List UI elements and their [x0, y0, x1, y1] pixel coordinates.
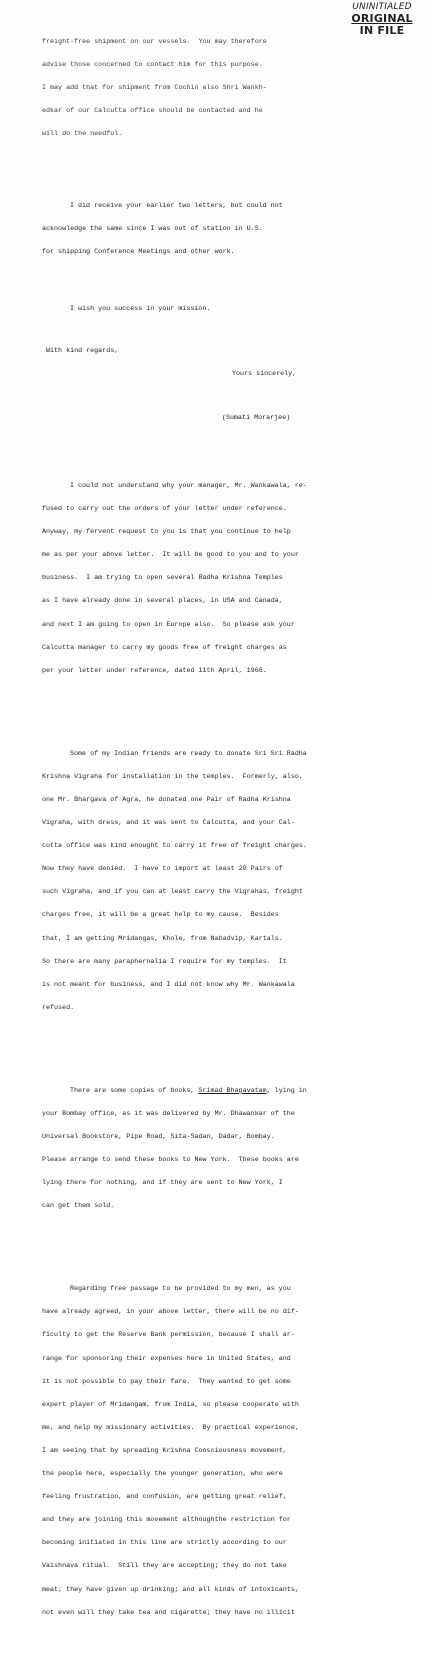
text-line: ficulty to get the Reserve Bank permission, because I shall ar-: [42, 1331, 295, 1340]
text-line: can get them sold.: [42, 1202, 115, 1211]
text-line: expert player of Mridangam, from India, so please cooperate with: [42, 1400, 299, 1409]
text-line: have already agreed, in your above letter, there will be no dif-: [42, 1308, 299, 1317]
text-fragment: , lying in: [266, 1086, 307, 1095]
text-line: feeling frustration, and confusion, are getting great relief,: [42, 1493, 287, 1502]
text-line: Regarding free passage to be provided to my men, as you: [70, 1285, 291, 1294]
text-line: edkar of our Calcutta office should be contacted and he: [42, 106, 263, 115]
stamp-uninitialed: UNINITIALED: [352, 2, 412, 12]
text-line: me, and help my missionary activities. By practical experience,: [42, 1423, 299, 1432]
text-line: cutta office was kind enought to carry it free of freight charges.: [42, 842, 307, 851]
text-line: not even will they take tea and cigarette; they have no illicit: [42, 1608, 295, 1617]
text-line: such Vigraha, and if you can at least carry the Vigrahas, freight: [42, 888, 303, 897]
text-line: fused to carry out the orders of your letter under reference.: [42, 505, 287, 514]
book-title: Srimad Bhagavatam: [198, 1086, 267, 1095]
text-line: I did receive your earlier two letters, but could not: [70, 202, 283, 211]
text-line: and next I am going to open in Europe also. So please ask your: [42, 620, 295, 629]
text-line: freight-free shipment on our vessels. You may therefore: [42, 37, 267, 46]
text-line: me as per your above letter. It will be good to you and to your: [42, 551, 299, 560]
stamp-original: ORIGINAL: [351, 12, 413, 25]
paragraph-manager: [42, 468, 382, 691]
text-line: acknowledge the same since I was out of station in U.S.: [42, 225, 263, 234]
text-line: [42, 1088, 382, 1096]
text-line: Vaishnava ritual. Still they are accepting; they do not take: [42, 1562, 287, 1571]
text-line: I could not understand why your manager, Mr. Wankawala, re-: [70, 482, 307, 490]
text-line: So there are many paraphernalia I require for my temples. It: [42, 957, 287, 966]
text-line: Now they have denied. I have to import at least 20 Pairs of: [42, 865, 283, 874]
text-line: Universal Bookstore, Pipe Road, Sita-Sadan, Dadar, Bombay.: [42, 1133, 275, 1141]
paragraph-earlier-letters: [42, 188, 382, 273]
regards-line: With kind regards,: [46, 346, 119, 355]
stamp-in-file: IN FILE: [359, 24, 405, 37]
text-line: lying there for nothing, and if they are sent to New York, I: [42, 1179, 283, 1188]
text-line: charges free, it will be a great help to my cause. Besides: [42, 911, 279, 920]
text-line: advise those concerned to contact him for this purpose.: [42, 60, 263, 69]
text-line: Vigraha, with dress, and it was sent to Calcutta, and your Cal-: [42, 819, 295, 828]
text-line: as I have already done in several places, in USA and Canada,: [42, 597, 283, 606]
paragraph-vigraha: [42, 735, 382, 1028]
closing-line: Yours sincerely,: [232, 369, 297, 378]
text-line: I may add that for shipment from Cochin also Shri Wankh-: [42, 83, 267, 92]
text-line: one Mr. Bhargava of Agra, he donated one Pair of Radha Krishna: [42, 795, 291, 804]
text-line: your Bombay office, as it was delivered by Mr. Dhawankar of the: [42, 1109, 295, 1118]
text-line: range for sponsoring their expenses here in United States, and: [42, 1354, 291, 1363]
text-line: Krishna Vigraha for installation in the temples. Formerly, also,: [42, 772, 303, 781]
wish-line: I wish you success in your mission.: [70, 305, 211, 314]
text-line: will do the needful.: [42, 129, 123, 138]
text-line: Please arrange to send these books to New York. These books are: [42, 1156, 299, 1165]
text-line: the people here, especially the younger generation, who were: [42, 1470, 283, 1479]
text-line: that, I am getting Mridangas, Khole, from Nabadvip, Kartals.: [42, 934, 283, 943]
text-line: refused.: [42, 1003, 75, 1012]
text-line: Anyway, my fervent request to you is that you continue to help: [42, 528, 291, 537]
text-line: business. I am trying to open several Radha Krishna Temples: [42, 574, 283, 583]
text-fragment: There are some copies of books,: [70, 1086, 199, 1095]
text-line: for shipping Conference Meetings and other work.: [42, 248, 235, 257]
text-line: Calcutta manager to carry my goods free of freight charges as: [42, 643, 287, 652]
paragraph-passage: [42, 1271, 382, 1633]
paragraph-books: [42, 1072, 382, 1226]
signatory-line: (Sumati Morarjee): [222, 414, 291, 423]
letter-body: [42, 0, 382, 1656]
text-line: is not meant for business, and I did not know why Mr. Wankawala: [42, 980, 295, 989]
text-line: per your letter under reference, dated 11th April, 1966.: [42, 666, 267, 675]
text-line: and they are joining this movement althoughthe restriction for: [42, 1516, 291, 1525]
text-line: meat; they have given up drinking; and all kinds of intoxicants,: [42, 1585, 299, 1594]
text-line: I am seeing that by spreading Krishna Consciousness movement,: [42, 1446, 287, 1455]
text-line: Some of my Indian friends are ready to donate Sri Sri Radha: [70, 749, 307, 758]
paragraph-top: [42, 23, 382, 154]
text-line: it is not possible to pay their fare. They wanted to get some: [42, 1377, 291, 1386]
text-line: becoming initiated in this line are strictly according to our: [42, 1539, 287, 1548]
